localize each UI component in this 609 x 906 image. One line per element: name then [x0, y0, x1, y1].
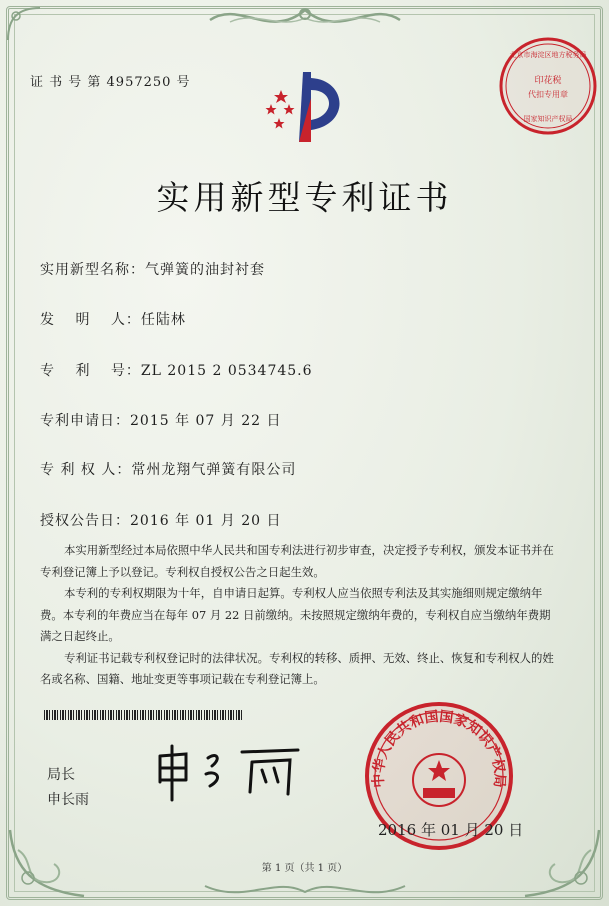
field-value: 2015 年 07 月 22 日 [130, 413, 282, 429]
tax-seal-icon [497, 35, 599, 137]
field-value: 2016 年 01 月 20 日 [130, 513, 282, 529]
field-value: 气弹簧的油封衬套 [145, 262, 265, 278]
certificate-number: 证 书 号 第 4957250 号 [30, 75, 191, 90]
document-title: 实用新型专利证书 [156, 178, 453, 217]
field-label: 专利申请日： [40, 413, 130, 429]
handwritten-signature [150, 742, 310, 804]
field-value: 任陆林 [140, 312, 186, 328]
field-value: 常州龙翔气弹簧有限公司 [131, 462, 297, 478]
paragraph: 专利证书记载专利权登记时的法律状况。专利权的转移、质押、无效、终止、恢复和专利权人的姓名或名称、国籍、地址变更等事项记载在专利登记簿上。 [40, 650, 554, 686]
field-label: 专 利 权 人： [40, 462, 132, 478]
signature-title: 局长 [47, 767, 75, 783]
page-footer: 第 1 页（共 1 页） [261, 863, 348, 874]
field-utility-model-name [40, 259, 265, 279]
field-patent-number [40, 360, 313, 380]
svg-text:印花税: 印花税 [534, 76, 562, 86]
signature-name: 申长雨 [47, 792, 89, 808]
barcode [44, 710, 244, 720]
issue-date: 2016 年 01 月 20 日 [378, 821, 524, 839]
svg-text:北京市海淀区地方税务局: 北京市海淀区地方税务局 [509, 51, 587, 59]
certificate-body [40, 540, 560, 691]
field-label: 发 明 人： [40, 312, 141, 328]
field-label: 专 利 号： [40, 363, 141, 379]
top-ornament [200, 0, 410, 40]
field-label: 授权公告日： [40, 513, 130, 529]
paragraph: 本专利的专利权期限为十年，自申请日起算。专利权人应当依照专利法及其实施细则规定缴纳年费。本专利的年费应当在每年 07 月 22 日前缴纳。未按照规定缴纳年费的，专利权自应当缴纳年费期满之日起终止。 [40, 586, 551, 643]
svg-text:代扣专用章: 代扣专用章 [528, 90, 568, 99]
paragraph: 本实用新型经过本局依照中华人民共和国专利法进行初步审查，决定授予专利权，颁发本证书并在专利登记簿上予以登记。专利权自授权公告之日起生效。 [40, 543, 554, 579]
field-patentee [40, 459, 296, 479]
field-inventor [40, 309, 186, 329]
field-grant-date [40, 510, 282, 530]
svg-text:国家知识产权局: 国家知识产权局 [523, 115, 573, 123]
svg-text:中华人民共和国国家知识产权局: 中华人民共和国国家知识产权局 [370, 708, 508, 789]
field-value: ZL 2015 2 0534745.6 [140, 363, 313, 379]
cnipa-logo-icon [255, 68, 355, 148]
field-filing-date [40, 410, 282, 430]
corner-ornament-top-left [4, 4, 44, 44]
field-label: 实用新型名称： [40, 262, 145, 278]
bottom-center-ornament [195, 876, 415, 904]
